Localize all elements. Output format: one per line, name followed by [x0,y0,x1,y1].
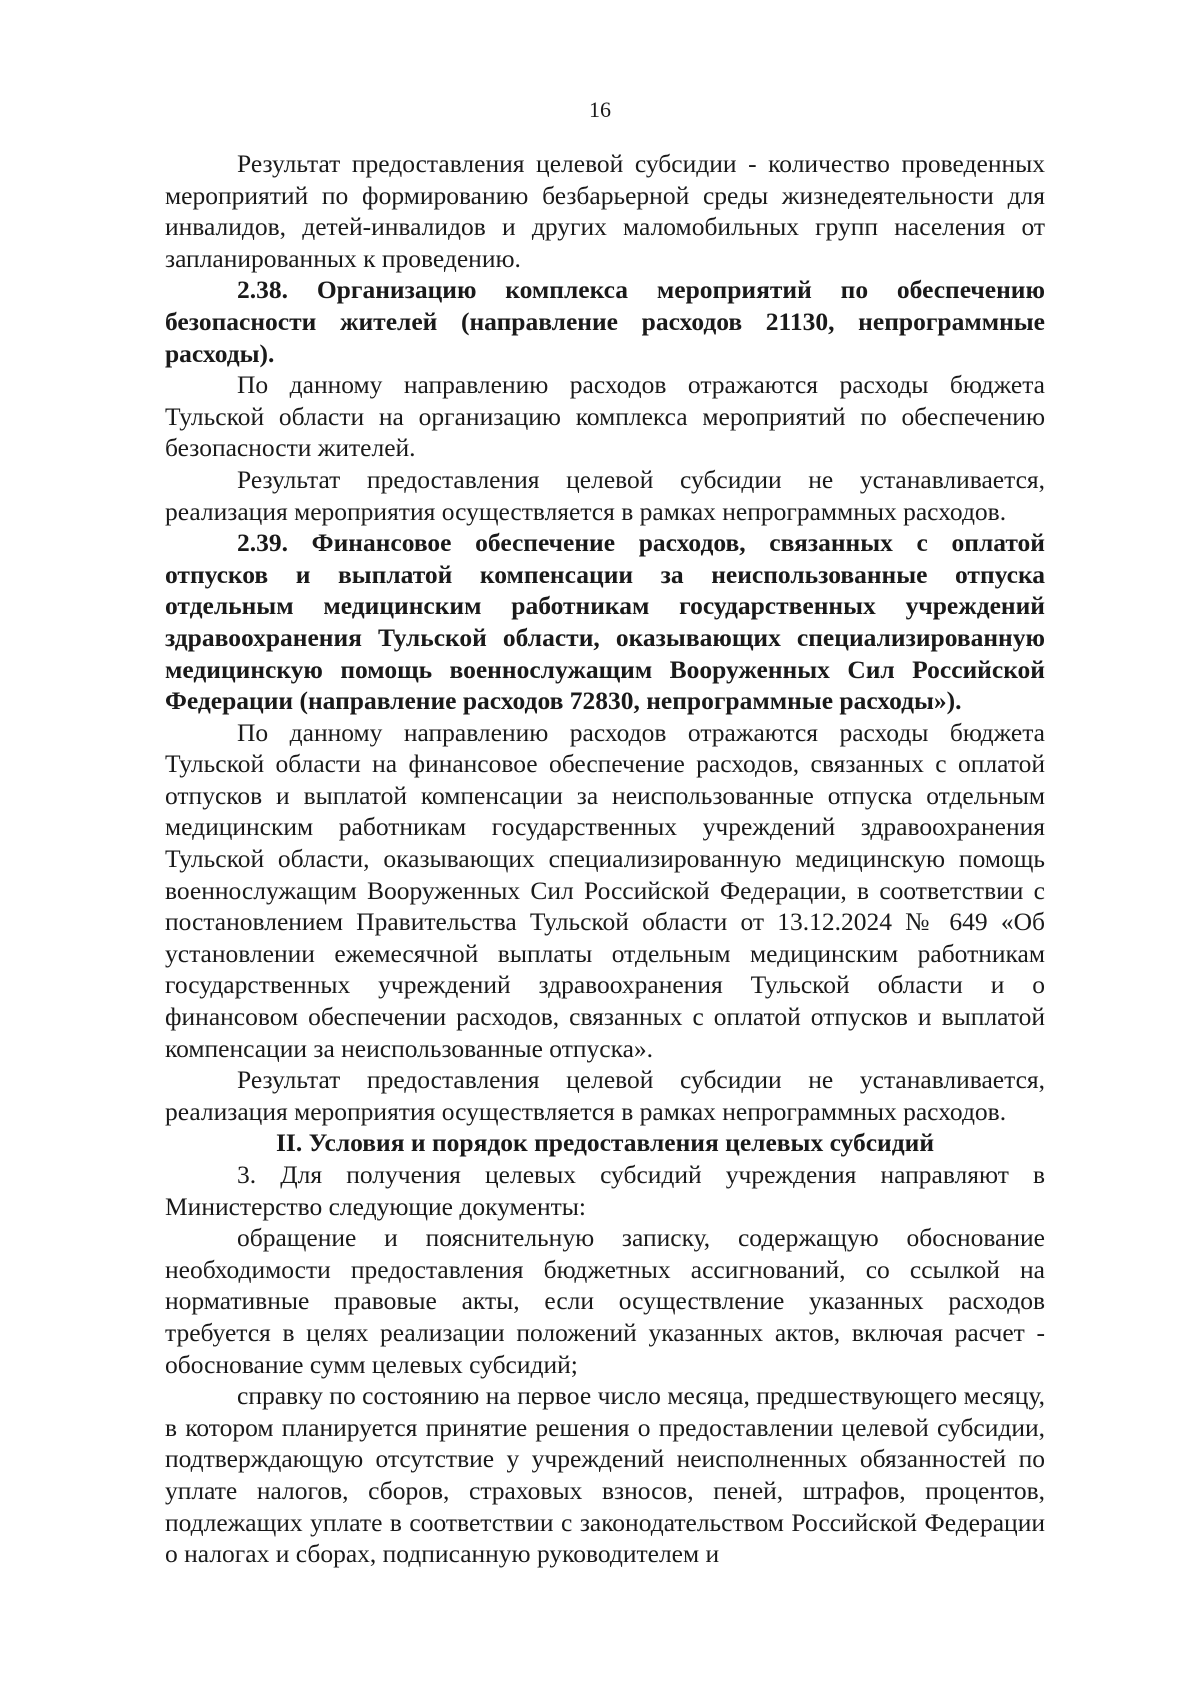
paragraph-2-39-result: Результат предоставления целевой субсидии не устанавливается, реализация мероприятия осуществляется в рамках непрограммных расходов. [165,1065,1045,1126]
list-item-application: обращение и пояснительную записку, содержащую обоснование необходимости предоставления бюджетных ассигнований, со ссылкой на нормативные правовые акты, если осуществление указанных расходов требуется в целях реализации положений указанных актов, включая расчет - обоснование сумм целевых субсидий; [165,1223,1045,1379]
paragraph-2-39-description: По данному направлению расходов отражаются расходы бюджета Тульской области на финансовое обеспечение расходов, связанных с оплатой отпусков и выплатой компенсации за неиспользованные отпуска отдельным медицинским работникам государственных учреждений здравоохранения Тульской области, оказывающих специализированную медицинскую помощь военнослужащим Вооруженных Сил Российской Федерации, в соответствии с постановлением Правительства Тульской области от 13.12.2024 № 649 «Об установлении ежемесячной выплаты отдельным медицинским работникам государственных учреждений здравоохранения Тульской области и о финансовом обеспечении расходов, связанных с оплатой отпусков и выплатой компенсации за неиспользованные отпуска». [165,717,1045,1063]
paragraph-result-barrier-free: Результат предоставления целевой субсидии - количество проведенных мероприятий по формированию безбарьерной среды жизнедеятельности для инвалидов, детей-инвалидов и других маломобильных групп населения от запланированных к проведению. [165,149,1045,273]
section-heading-2-39: 2.39. Финансовое обеспечение расходов, связанных с оплатой отпусков и выплатой компенсации за неиспользованные отпуска отдельным медицинским работникам государственных учреждений здравоохранения Тульской области, оказывающих специализированную медицинскую помощь военнослужащим Вооруженных Сил Российской Федерации (направление расходов 72830, непрограммные расходы»). [165,528,1045,716]
paragraph-2-38-description: По данному направлению расходов отражаются расходы бюджета Тульской области на организацию комплекса мероприятий по обеспечению безопасности жителей. [165,370,1045,463]
section-heading-2-38: 2.38. Организацию комплекса мероприятий по обеспечению безопасности жителей (направление расходов 21130, непрограммные расходы). [165,275,1045,368]
paragraph-2-38-result: Результат предоставления целевой субсидии не устанавливается, реализация мероприятия осуществляется в рамках непрограммных расходов. [165,464,1045,526]
chapter-heading-ii: II. Условия и порядок предоставления целевых субсидий [275,1128,935,1158]
page-number: 16 [589,97,611,122]
document-body [165,148,1045,1570]
paragraph-item-3: 3. Для получения целевых субсидий учреждения направляют в Министерство следующие документы: [165,1160,1045,1221]
list-item-certificate: справку по состоянию на первое число месяца, предшествующего месяцу, в котором планируется принятие решения о предоставлении целевой субсидии, подтверждающую отсутствие у учреждений неисполненных обязанностей по уплате налогов, сборов, страховых взносов, пеней, штрафов, процентов, подлежащих уплате в соответствии с законодательством Российской Федерации о налогах и сборах, подписанную руководителем и [165,1381,1045,1569]
